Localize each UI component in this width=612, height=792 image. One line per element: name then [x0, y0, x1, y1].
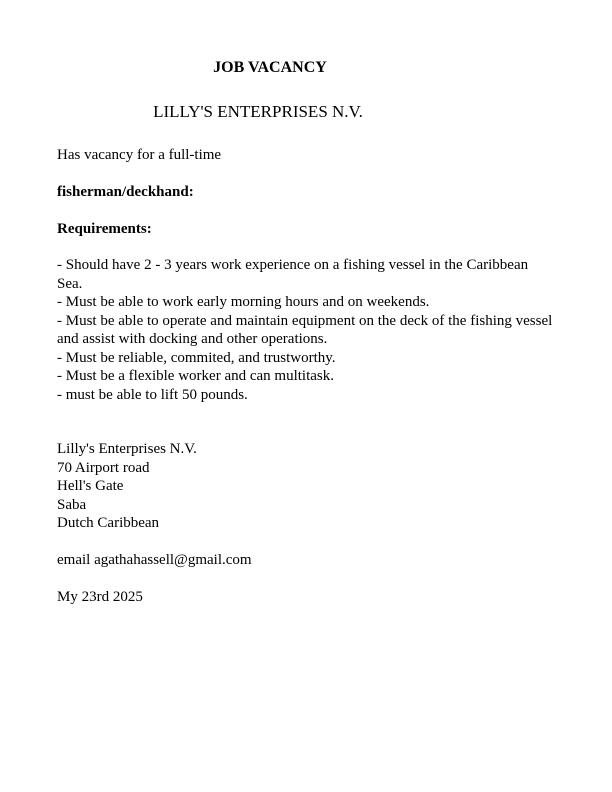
address-line: Lilly's Enterprises N.V.	[57, 441, 197, 457]
requirement-item: - Must be able to work early morning hours and on weekends.	[57, 294, 430, 310]
company-address	[57, 440, 557, 533]
address-line: Saba	[57, 496, 87, 513]
requirements-heading: Requirements:	[57, 221, 152, 237]
contact-email: email agathahassell@gmail.com	[57, 552, 252, 568]
address-line: Hell's Gate	[57, 478, 124, 494]
requirements-list	[57, 256, 557, 404]
address-line: 70 Airport road	[57, 459, 150, 476]
requirement-item: - Must be a flexible worker and can multitask.	[57, 368, 335, 384]
vacancy-intro: Has vacancy for a full-time	[57, 147, 222, 163]
company-name: LILLY'S ENTERPRISES N.V.	[153, 102, 363, 121]
requirement-item: - Should have 2 - 3 years work experience on a fishing vessel in the Caribbean Sea.	[57, 257, 529, 292]
job-role: fisherman/deckhand:	[57, 184, 194, 200]
address-line: Dutch Caribbean	[57, 515, 160, 531]
requirement-item: - must be able to lift 50 pounds.	[57, 386, 248, 403]
posting-date: My 23rd 2025	[57, 589, 143, 605]
requirement-item: - Must be reliable, commited, and trustworthy.	[57, 349, 336, 366]
document-title: JOB VACANCY	[213, 59, 327, 76]
requirement-item: - Must be able to operate and maintain equipment on the deck of the fishing vessel and assist with docking and other operations.	[57, 312, 553, 347]
